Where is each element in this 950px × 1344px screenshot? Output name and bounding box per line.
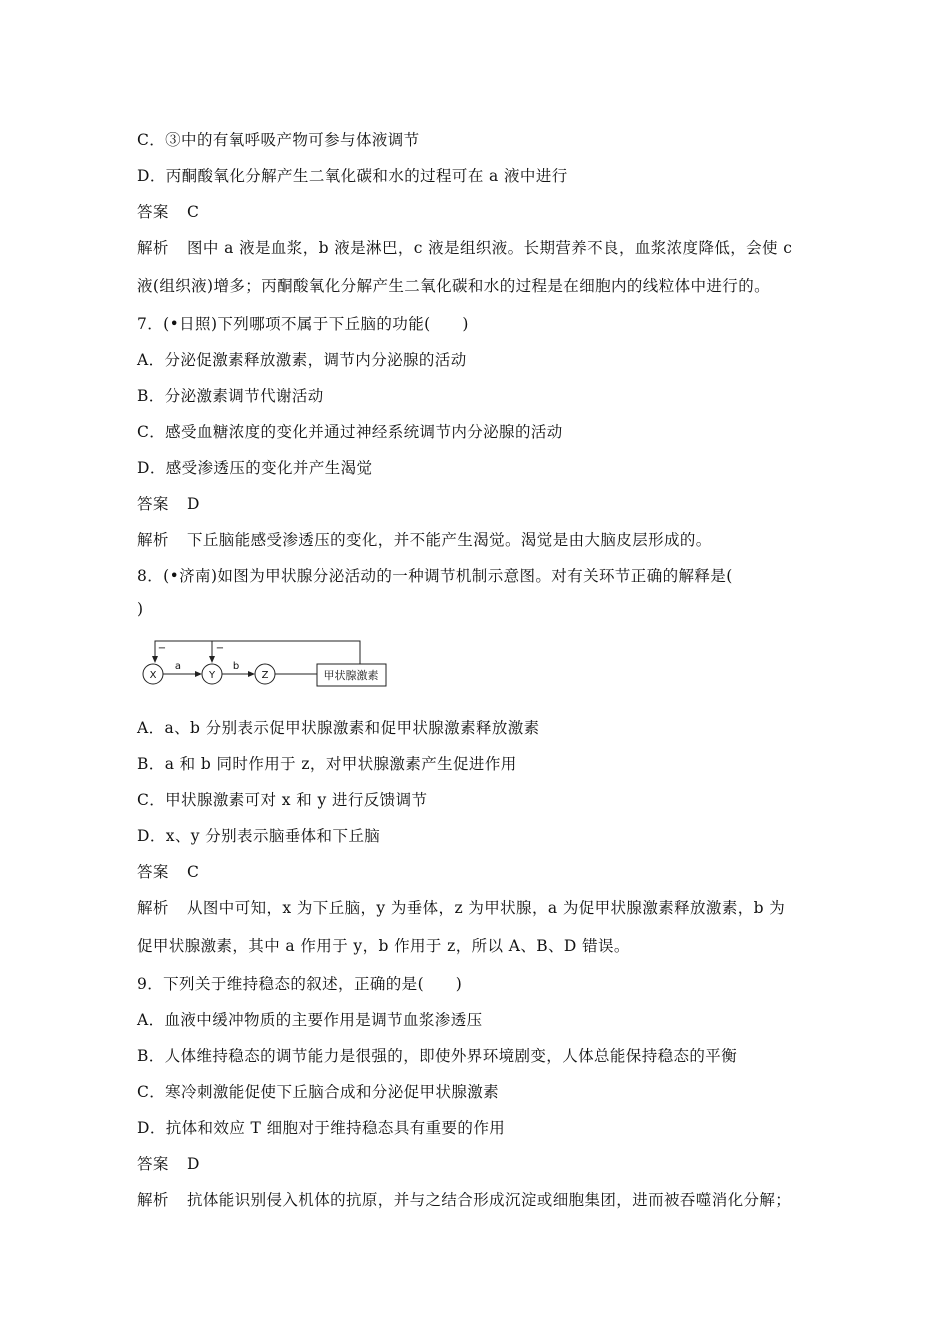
q8-option-b: B．a 和 b 同时作用于 z，对甲状腺激素产生促进作用 — [137, 755, 517, 773]
q7-stem: 7．(•日照)下列哪项不属于下丘脑的功能( ) — [137, 315, 469, 333]
arrow-a-label: a — [174, 661, 182, 672]
explanation-text: 图中 a 液是血浆，b 液是淋巴，c 液是组织液。长期营养不良，血浆浓度降低，会使 c — [187, 239, 793, 257]
answer-value: D — [187, 1155, 200, 1173]
q9-option-c: C．寒冷刺激能促使下丘脑合成和分泌促甲状腺激素 — [137, 1083, 500, 1101]
node-z-label: Z — [261, 670, 269, 681]
thyroid-regulation-diagram — [130, 636, 400, 696]
q7-option-b: B．分泌激素调节代谢活动 — [137, 387, 324, 405]
q8-stem-end: ) — [137, 600, 144, 618]
q6-answer — [137, 200, 199, 222]
q6-explanation-2: 液(组织液)增多；丙酮酸氧化分解产生二氧化碳和水的过程是在细胞内的线粒体中进行的。 — [137, 277, 770, 295]
q8-explanation-1 — [137, 896, 785, 918]
q9-explanation — [137, 1188, 791, 1210]
node-y-label: Y — [208, 670, 216, 681]
q9-option-d: D．抗体和效应 T 细胞对于维持稳态具有重要的作用 — [137, 1119, 506, 1137]
q6-option-d: D．丙酮酸氧化分解产生二氧化碳和水的过程可在 a 液中进行 — [137, 167, 568, 185]
thyroid-hormone-label: 甲状腺激素 — [323, 669, 379, 682]
q7-option-d: D．感受渗透压的变化并产生渴觉 — [137, 459, 373, 477]
q6-option-c: C．③中的有氧呼吸产物可参与体液调节 — [137, 131, 420, 149]
q7-explanation — [137, 528, 712, 550]
q7-answer — [137, 492, 200, 514]
q7-option-a: A．分泌促激素释放激素，调节内分泌腺的活动 — [137, 351, 467, 369]
explanation-label: 解析 — [137, 899, 169, 917]
feedback-line-long — [155, 641, 360, 664]
q8-answer — [137, 860, 199, 882]
node-x-label: X — [149, 670, 157, 681]
answer-label: 答案 — [137, 203, 169, 221]
q9-option-b: B．人体维持稳态的调节能力是很强的，即使外界环境剧变，人体总能保持稳态的平衡 — [137, 1047, 738, 1065]
q8-option-c: C．甲状腺激素可对 x 和 y 进行反馈调节 — [137, 791, 428, 809]
q8-stem: 8．(•济南)如图为甲状腺分泌活动的一种调节机制示意图。对有关环节正确的解释是( — [137, 567, 733, 585]
q8-explanation-2: 促甲状腺激素，其中 a 作用于 y，b 作用于 z，所以 A、B、D 错误。 — [137, 937, 630, 955]
explanation-label: 解析 — [137, 1191, 169, 1209]
inhibit-mark-1: − — [157, 643, 167, 654]
answer-value: C — [187, 863, 200, 881]
answer-label: 答案 — [137, 1155, 169, 1173]
q7-option-c: C．感受血糖浓度的变化并通过神经系统调节内分泌腺的活动 — [137, 423, 563, 441]
q9-option-a: A．血液中缓冲物质的主要作用是调节血浆渗透压 — [137, 1011, 483, 1029]
q9-answer — [137, 1152, 200, 1174]
answer-label: 答案 — [137, 495, 169, 513]
explanation-label: 解析 — [137, 531, 169, 549]
answer-value: D — [187, 495, 200, 513]
q6-explanation-1 — [137, 236, 792, 258]
explanation-text: 从图中可知，x 为下丘脑，y 为垂体，z 为甲状腺，a 为促甲状腺激素释放激素，b 为 — [187, 899, 786, 917]
q8-option-a: A．a、b 分别表示促甲状腺激素和促甲状腺激素释放激素 — [137, 719, 540, 737]
q9-stem: 9．下列关于维持稳态的叙述，正确的是( ) — [137, 975, 463, 993]
explanation-text: 下丘脑能感受渗透压的变化，并不能产生渴觉。渴觉是由大脑皮层形成的。 — [187, 531, 712, 549]
arrow-b-label: b — [232, 661, 240, 672]
q8-option-d: D．x、y 分别表示脑垂体和下丘脑 — [137, 827, 381, 845]
answer-value: C — [187, 203, 200, 221]
inhibit-mark-2: − — [215, 643, 225, 654]
answer-label: 答案 — [137, 863, 169, 881]
explanation-label: 解析 — [137, 239, 169, 257]
explanation-text: 抗体能识别侵入机体的抗原，并与之结合形成沉淀或细胞集团，进而被吞噬消化分解； — [187, 1191, 792, 1209]
